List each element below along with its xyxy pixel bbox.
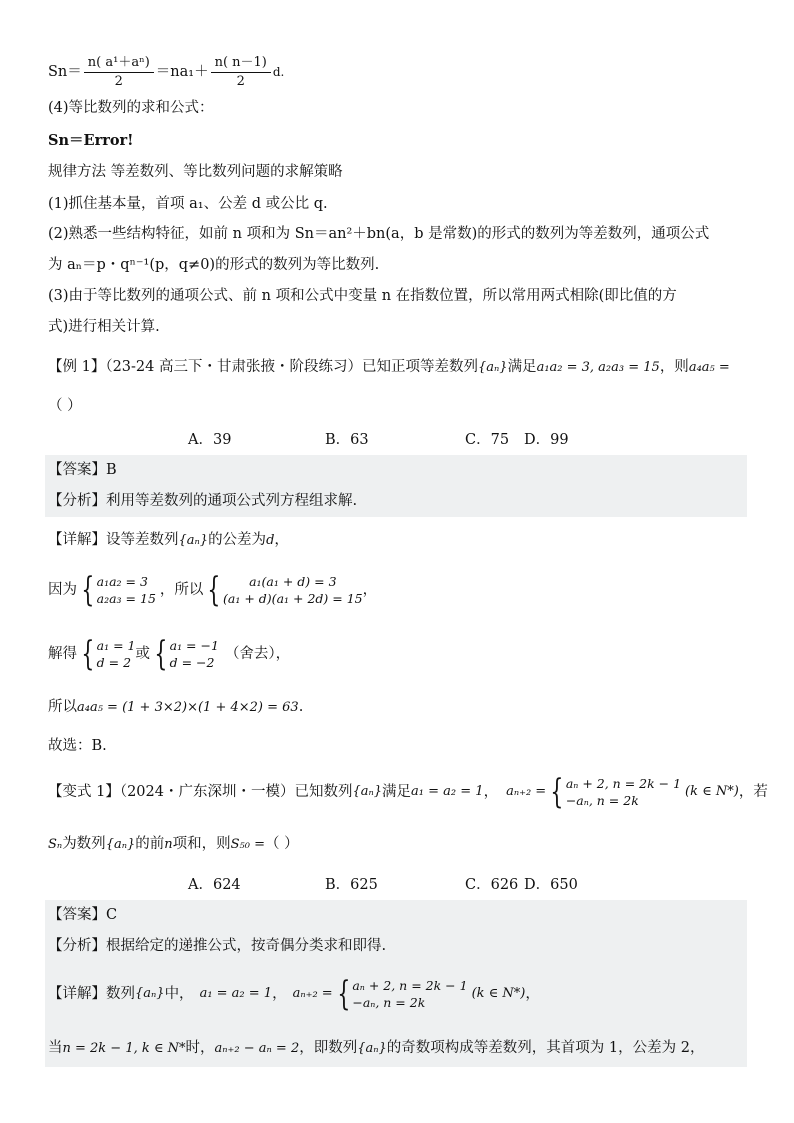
option-c: C．626 (465, 877, 519, 893)
left-brace: { (81, 570, 95, 610)
fraction-1: $\frac{\text{n( a¹＋aⁿ)}}{2}$ (84, 54, 154, 91)
solution-1: a₁ = 1 d = 2 (96, 638, 136, 670)
target-expr: a₄a₅ = (688, 360, 730, 375)
option-a: A．624 (188, 877, 241, 893)
sum-formula-arith (48, 52, 284, 92)
fraction-2: $\frac{n( n-1)}{2}$ (211, 54, 271, 91)
rule-2-line-1: (2)熟悉一些结构特征，如前 n 项和为 Sn＝an²＋bn(a，b 是常数)的形式的数列为等差数列，通项公式 (48, 226, 710, 242)
system-line: 因为 { a₁a₂ = 3 a₂a₃ = 15 ，所以 { a₁(a₁ + d) = 3 (a₁ + d)(a₁ + 2d) = 15 ， (48, 570, 378, 610)
section-4-formula: Sn＝Error! (48, 132, 134, 149)
rule-2-line-2: 为 aₙ＝p・qⁿ⁻¹(p，q≠0)的形式的数列为等比数列. (48, 257, 380, 273)
option-c: C．75 (465, 432, 510, 448)
recurrence-lhs: aₙ₊₂ = (506, 784, 547, 799)
rule-1: (1)抓住基本量，首项 a₁、公差 d 或公比 q. (48, 196, 328, 212)
system-2: a₁(a₁ + d) = 3 (a₁ + d)(a₁ + 2d) = 15 (223, 574, 363, 606)
answer-2: 【答案】C (48, 907, 118, 923)
rule-title: 规律方法 等差数列、等比数列问题的求解策略 (48, 164, 343, 180)
choose-line: 故选：B. (48, 738, 107, 754)
solution-line: 解得 { a₁ = 1 d = 2 或 { a₁ = −1 d = −2 （舍去）， (48, 634, 291, 674)
option-b: B．63 (325, 432, 369, 448)
left-brace: { (207, 570, 221, 610)
recurrence-cases: aₙ + 2, n = 2k − 1 −aₙ, n = 2k (565, 776, 682, 808)
left-brace: { (81, 634, 95, 674)
variant-1-question: 【变式 1】（2024・广东深圳・一模）已知数列 {aₙ} 满足 a₁ = a₂ = 1 ， aₙ₊₂ = { aₙ + 2, n = 2k − 1 −aₙ, n = 2k (k ∈ N*) ，若 (48, 772, 768, 812)
solution-2: a₁ = −1 d = −2 (169, 638, 219, 670)
formula-mid: ＝na₁＋ (155, 64, 209, 80)
system-1: a₁a₂ = 3 a₂a₃ = 15 (96, 574, 156, 606)
left-brace: { (337, 974, 351, 1014)
analysis-2: 【分析】根据给定的递推公式，按奇偶分类求和即得. (48, 938, 387, 954)
variant-1-line-2: Sₙ为数列{aₙ}的前n项和，则S₅₀ =（ ） (48, 836, 299, 852)
rule-3-line-2: 式)进行相关计算. (48, 319, 160, 335)
calc-line: 所以a₄a₅ = (1 + 3×2)×(1 + 4×2) = 63. (48, 699, 304, 715)
seq-an: {aₙ} (478, 360, 508, 375)
recurrence-cases-detail: aₙ + 2, n = 2k − 1 −aₙ, n = 2k (352, 978, 468, 1010)
detail-2-last: 当n = 2k − 1, k ∈ N*时，aₙ₊₂ − aₙ = 2，即数列{aₙ}的奇数项构成等差数列，其首项为 1，公差为 2， (48, 1040, 705, 1056)
formula-tail: d. (272, 65, 285, 79)
option-d: D．99 (524, 432, 569, 448)
condition-eq: a₁a₂ = 3, a₂a₃ = 15 (536, 360, 660, 375)
section-4-title: (4)等比数列的求和公式： (48, 100, 214, 116)
detail-1: 【详解】设等差数列{aₙ}的公差为d， (48, 532, 289, 548)
left-brace: { (550, 772, 564, 812)
left-brace: { (154, 634, 168, 674)
option-b: B．625 (325, 877, 378, 893)
example-1-paren: （ ） (48, 398, 82, 414)
example-1-question: 【例 1】（23-24 高三下・甘肃张掖・阶段练习）已知正项等差数列{aₙ}满足a₁a₂ = 3, a₂a₃ = 15，则a₄a₅ = (48, 359, 730, 375)
analysis-1: 【分析】利用等差数列的通项公式列方程组求解. (48, 493, 358, 509)
option-d: D．650 (524, 877, 578, 893)
detail-2: 【详解】数列 {aₙ} 中， a₁ = a₂ = 1 ， aₙ₊₂ = { aₙ + 2, n = 2k − 1 −aₙ, n = 2k (k ∈ N*) ， (48, 974, 540, 1014)
rule-3-line-1: (3)由于等比数列的通项公式、前 n 项和公式中变量 n 在指数位置，所以常用两式相除(即比值的方 (48, 288, 677, 304)
option-a: A．39 (188, 432, 232, 448)
sn-label: Sn＝ (48, 64, 82, 80)
answer-1: 【答案】B (48, 462, 117, 478)
